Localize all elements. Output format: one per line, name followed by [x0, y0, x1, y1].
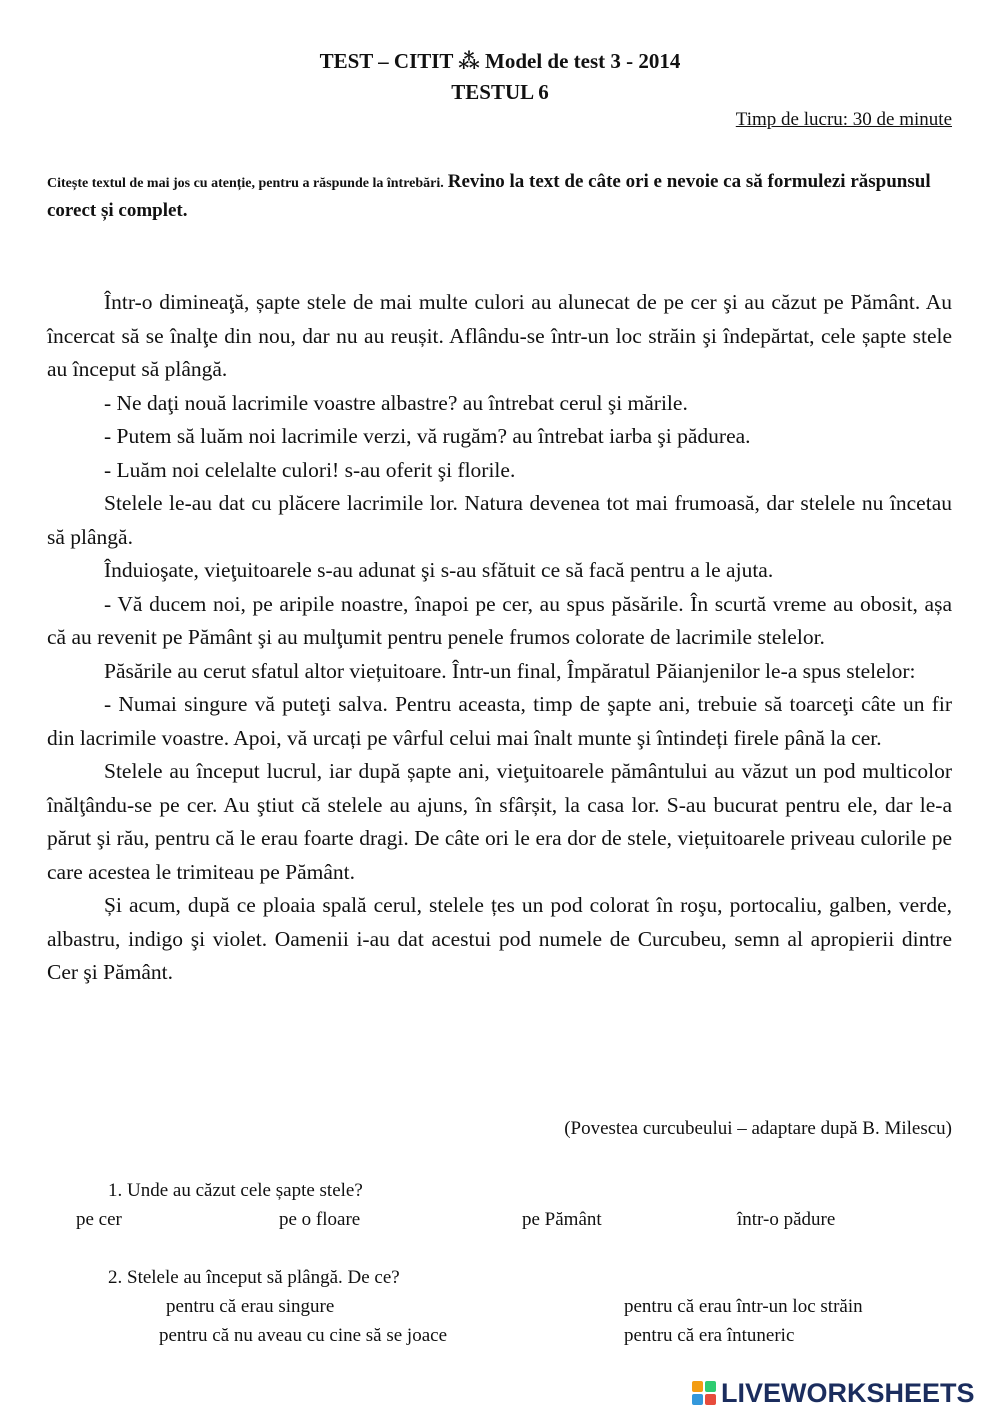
- logo-tile-v: [705, 1394, 716, 1405]
- story-paragraph: - Putem să luăm noi lacrimile verzi, vă rugăm? au întrebat iarba şi pădurea.: [104, 424, 751, 448]
- logo-text: LIVEWORKSHEETS: [721, 1377, 975, 1408]
- q1-option-a[interactable]: pe cer: [76, 1209, 122, 1230]
- story-paragraph: Stelele au început lucrul, iar după șapte ani, vieţuitoarele pământului au văzut un pod multicolor înălţându-se pe cer. Au ştiut că stelele au ajuns, în sfârșit, la casa lor. S-au bucurat pentru ele, dar le-a părut şi rău, pentru că le erau foarte dragi. De câte ori le era dor de stele, viețuitoarele priveau culorile pe care acestea le trimiteau pe Pământ.: [47, 759, 952, 884]
- story-paragraph: Într-o dimineaţă, șapte stele de mai multe culori au alunecat de pe cer şi au căzut pe Pământ. Au încercat să se înalţe din nou, dar nu au reușit. Aflându-se într-un loc străin şi îndepărtat, cele șapte stele au început să plângă.: [47, 290, 952, 381]
- q2-option-a[interactable]: pentru că erau singure: [166, 1296, 335, 1317]
- story-text: [47, 286, 952, 990]
- time-limit: Timp de lucru: 30 de minute: [735, 109, 952, 130]
- logo-grid-icon: [692, 1381, 716, 1405]
- story-paragraph: - Numai singure vă puteţi salva. Pentru aceasta, timp de şapte ani, trebuie să toarceţi câte un fir din lacrimile voastre. Apoi, vă urcați pe vârful celui mai înalt munte şi întindeți firele până la cer.: [47, 692, 952, 750]
- story-paragraph: Înduioşate, vieţuitoarele s-au adunat şi s-au sfătuit ce să facă pentru a le ajuta.: [104, 558, 774, 582]
- story-paragraph: - Ne daţi nouă lacrimile voastre albastre? au întrebat cerul şi mările.: [104, 390, 688, 415]
- logo-tile-s: [692, 1394, 703, 1405]
- story-paragraph: - Luăm noi celelalte culori! s-au oferit şi florile.: [104, 457, 516, 482]
- instructions-part1: Citește textul de mai jos cu atenție, pentru a răspunde la întrebări.: [47, 176, 444, 191]
- story-paragraph: Păsările au cerut sfatul altor viețuitoare. Într-un final, Împăratul Păianjenilor le-a spus stelelor:: [104, 658, 916, 683]
- story-paragraph: Stelele le-au dat cu plăcere lacrimile lor. Natura devenea tot mai frumoasă, dar stelele nu încetau să plângă.: [47, 491, 952, 549]
- q1-option-c[interactable]: pe Pământ: [522, 1209, 602, 1230]
- liveworksheets-logo: [692, 1378, 975, 1408]
- question-2: 2. Stelele au început să plângă. De ce?: [108, 1267, 400, 1288]
- q2-option-c[interactable]: pentru că nu aveau cu cine să se joace: [159, 1325, 448, 1346]
- instructions: [47, 168, 967, 225]
- test-subtitle: TESTUL 6: [451, 80, 549, 104]
- question-1: 1. Unde au căzut cele șapte stele?: [108, 1180, 363, 1201]
- story-source: (Povestea curcubeului – adaptare după B. Milescu): [564, 1118, 952, 1139]
- story-paragraph: Și acum, după ce ploaia spală cerul, stelele țes un pod colorat în roşu, portocaliu, galben, verde, albastru, indigo şi violet. Oamenii i-au dat acestui pod numele de Curcubeu, semn al apropierii dintre Cer şi Pământ.: [47, 893, 952, 984]
- q1-option-d[interactable]: într-o pădure: [737, 1209, 836, 1230]
- story-paragraph: - Vă ducem noi, pe aripile noastre, înapoi pe cer, au spus păsările. În scurtă vreme au obosit, așa că au revenit pe Pământ şi au mulţumit pentru penele frumos colorate de lacrimile stelelor.: [47, 591, 952, 649]
- instructions-part2: Revino la text de câte ori e nevoie ca să formulezi răspunsul corect și complet.: [47, 171, 931, 221]
- q1-option-b[interactable]: pe o floare: [279, 1209, 361, 1230]
- test-title: TEST – CITIT ⁂ Model de test 3 - 2014: [319, 49, 681, 73]
- q2-option-d[interactable]: pentru că era întuneric: [624, 1325, 795, 1346]
- logo-tile-l: [692, 1381, 703, 1392]
- logo-tile-w: [705, 1381, 716, 1392]
- q2-option-b[interactable]: pentru că erau într-un loc străin: [624, 1296, 863, 1317]
